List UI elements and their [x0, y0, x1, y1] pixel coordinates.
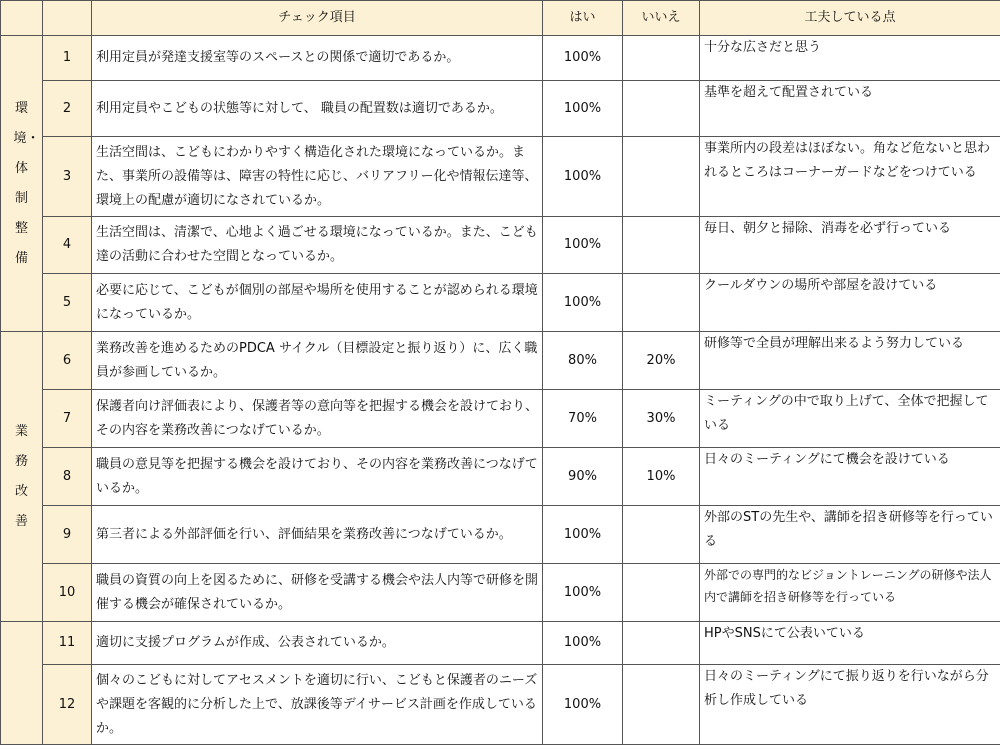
check-item: 職員の意見等を把握する機会を設けており、その内容を業務改善につなげているか。: [92, 448, 543, 506]
row-number: 7: [43, 390, 92, 448]
yes-percent: 90%: [543, 448, 623, 506]
no-percent: [623, 36, 700, 81]
row-number: 9: [43, 506, 92, 564]
yes-percent: 100%: [543, 137, 623, 217]
row-number: 4: [43, 217, 92, 274]
note-cell: 日々のミーティングにて機会を設けている: [700, 448, 1000, 506]
row-number: 12: [43, 665, 92, 745]
check-item: 利用定員やこどもの状態等に対して、 職員の配置数は適切であるか。: [92, 81, 543, 137]
header-row: [1, 1, 1000, 36]
table-row: [1, 665, 1000, 745]
no-percent: 30%: [623, 390, 700, 448]
yes-percent: 100%: [543, 665, 623, 745]
category-label: 業務改善: [14, 423, 28, 529]
note-cell: クールダウンの場所や部屋を設けている: [700, 274, 1000, 332]
yes-percent: 80%: [543, 332, 623, 390]
check-item: 適切に支援プログラムが作成、公表されているか。: [92, 622, 543, 665]
note-cell: 事業所内の段差はほぼない。角など危ないと思われるところはコーナーガードなどをつけている: [700, 137, 1000, 217]
table-row: [1, 81, 1000, 137]
category-cell: [1, 36, 43, 332]
check-item: 生活空間は、こどもにわかりやすく構造化された環境になっているか。また、事業所の設備等は、障害の特性に応じ、バリアフリー化や情報伝達等、環境上の配慮が適切になされているか。: [92, 137, 543, 217]
yes-percent: 100%: [543, 36, 623, 81]
table-row: [1, 36, 1000, 81]
table-row: [1, 390, 1000, 448]
header-item: チェック項目: [92, 1, 543, 36]
no-percent: 20%: [623, 332, 700, 390]
row-number: 5: [43, 274, 92, 332]
yes-percent: 100%: [543, 274, 623, 332]
header-no: いいえ: [623, 1, 700, 36]
yes-percent: 70%: [543, 390, 623, 448]
no-percent: [623, 506, 700, 564]
yes-percent: 100%: [543, 217, 623, 274]
no-percent: [623, 137, 700, 217]
check-item: 業務改善を進めるためのPDCA サイクル（目標設定と振り返り）に、広く職員が参画しているか。: [92, 332, 543, 390]
table-row: [1, 137, 1000, 217]
yes-percent: 100%: [543, 564, 623, 622]
no-percent: [623, 622, 700, 665]
header-number: [43, 1, 92, 36]
row-number: 11: [43, 622, 92, 665]
category-label: 環境・体制整備: [13, 100, 40, 266]
yes-percent: 100%: [543, 622, 623, 665]
no-percent: 10%: [623, 448, 700, 506]
category-cell: [1, 622, 43, 745]
row-number: 3: [43, 137, 92, 217]
no-percent: [623, 564, 700, 622]
table-row: [1, 217, 1000, 274]
table-row: [1, 332, 1000, 390]
note-cell: 毎日、朝夕と掃除、消毒を必ず行っている: [700, 217, 1000, 274]
note-cell: 十分な広さだと思う: [700, 36, 1000, 81]
yes-percent: 100%: [543, 81, 623, 137]
row-number: 2: [43, 81, 92, 137]
yes-percent: 100%: [543, 506, 623, 564]
check-item: 個々のこどもに対してアセスメントを適切に行い、こどもと保護者のニーズや課題を客観的に分析した上で、放課後等デイサービス計画を作成しているか。: [92, 665, 543, 745]
note-cell: 基準を超えて配置されている: [700, 81, 1000, 137]
note-cell: 研修等で全員が理解出来るよう努力している: [700, 332, 1000, 390]
table-row: [1, 564, 1000, 622]
row-number: 1: [43, 36, 92, 81]
table-row: [1, 448, 1000, 506]
no-percent: [623, 81, 700, 137]
header-note: 工夫している点: [700, 1, 1000, 36]
no-percent: [623, 274, 700, 332]
no-percent: [623, 665, 700, 745]
note-cell: 外部のSTの先生や、講師を招き研修等を行っている: [700, 506, 1000, 564]
check-item: 生活空間は、清潔で、心地よく過ごせる環境になっているか。また、こども達の活動に合わせた空間となっているか。: [92, 217, 543, 274]
row-number: 10: [43, 564, 92, 622]
row-number: 6: [43, 332, 92, 390]
table-row: [1, 274, 1000, 332]
category-cell: [1, 332, 43, 622]
note-cell: HPやSNSにて公表いている: [700, 622, 1000, 665]
check-item: 職員の資質の向上を図るために、研修を受講する機会や法人内等で研修を開催する機会が確保されているか。: [92, 564, 543, 622]
table-row: [1, 506, 1000, 564]
check-item: 第三者による外部評価を行い、評価結果を業務改善につなげているか。: [92, 506, 543, 564]
note-cell: ミーティングの中で取り上げて、全体で把握している: [700, 390, 1000, 448]
note-cell: 外部での専門的なビジョントレーニングの研修や法人内で講師を招き研修等を行っている: [700, 564, 1000, 622]
check-item: 利用定員が発達支援室等のスペースとの関係で適切であるか。: [92, 36, 543, 81]
no-percent: [623, 217, 700, 274]
table-row: [1, 622, 1000, 665]
note-cell: 日々のミーティングにて振り返りを行いながら分析し作成している: [700, 665, 1000, 745]
check-item: 必要に応じて、こどもが個別の部屋や場所を使用することが認められる環境になっているか。: [92, 274, 543, 332]
header-yes: はい: [543, 1, 623, 36]
header-category: [1, 1, 43, 36]
row-number: 8: [43, 448, 92, 506]
check-item: 保護者向け評価表により、保護者等の意向等を把握する機会を設けており、その内容を業務改善につなげているか。: [92, 390, 543, 448]
